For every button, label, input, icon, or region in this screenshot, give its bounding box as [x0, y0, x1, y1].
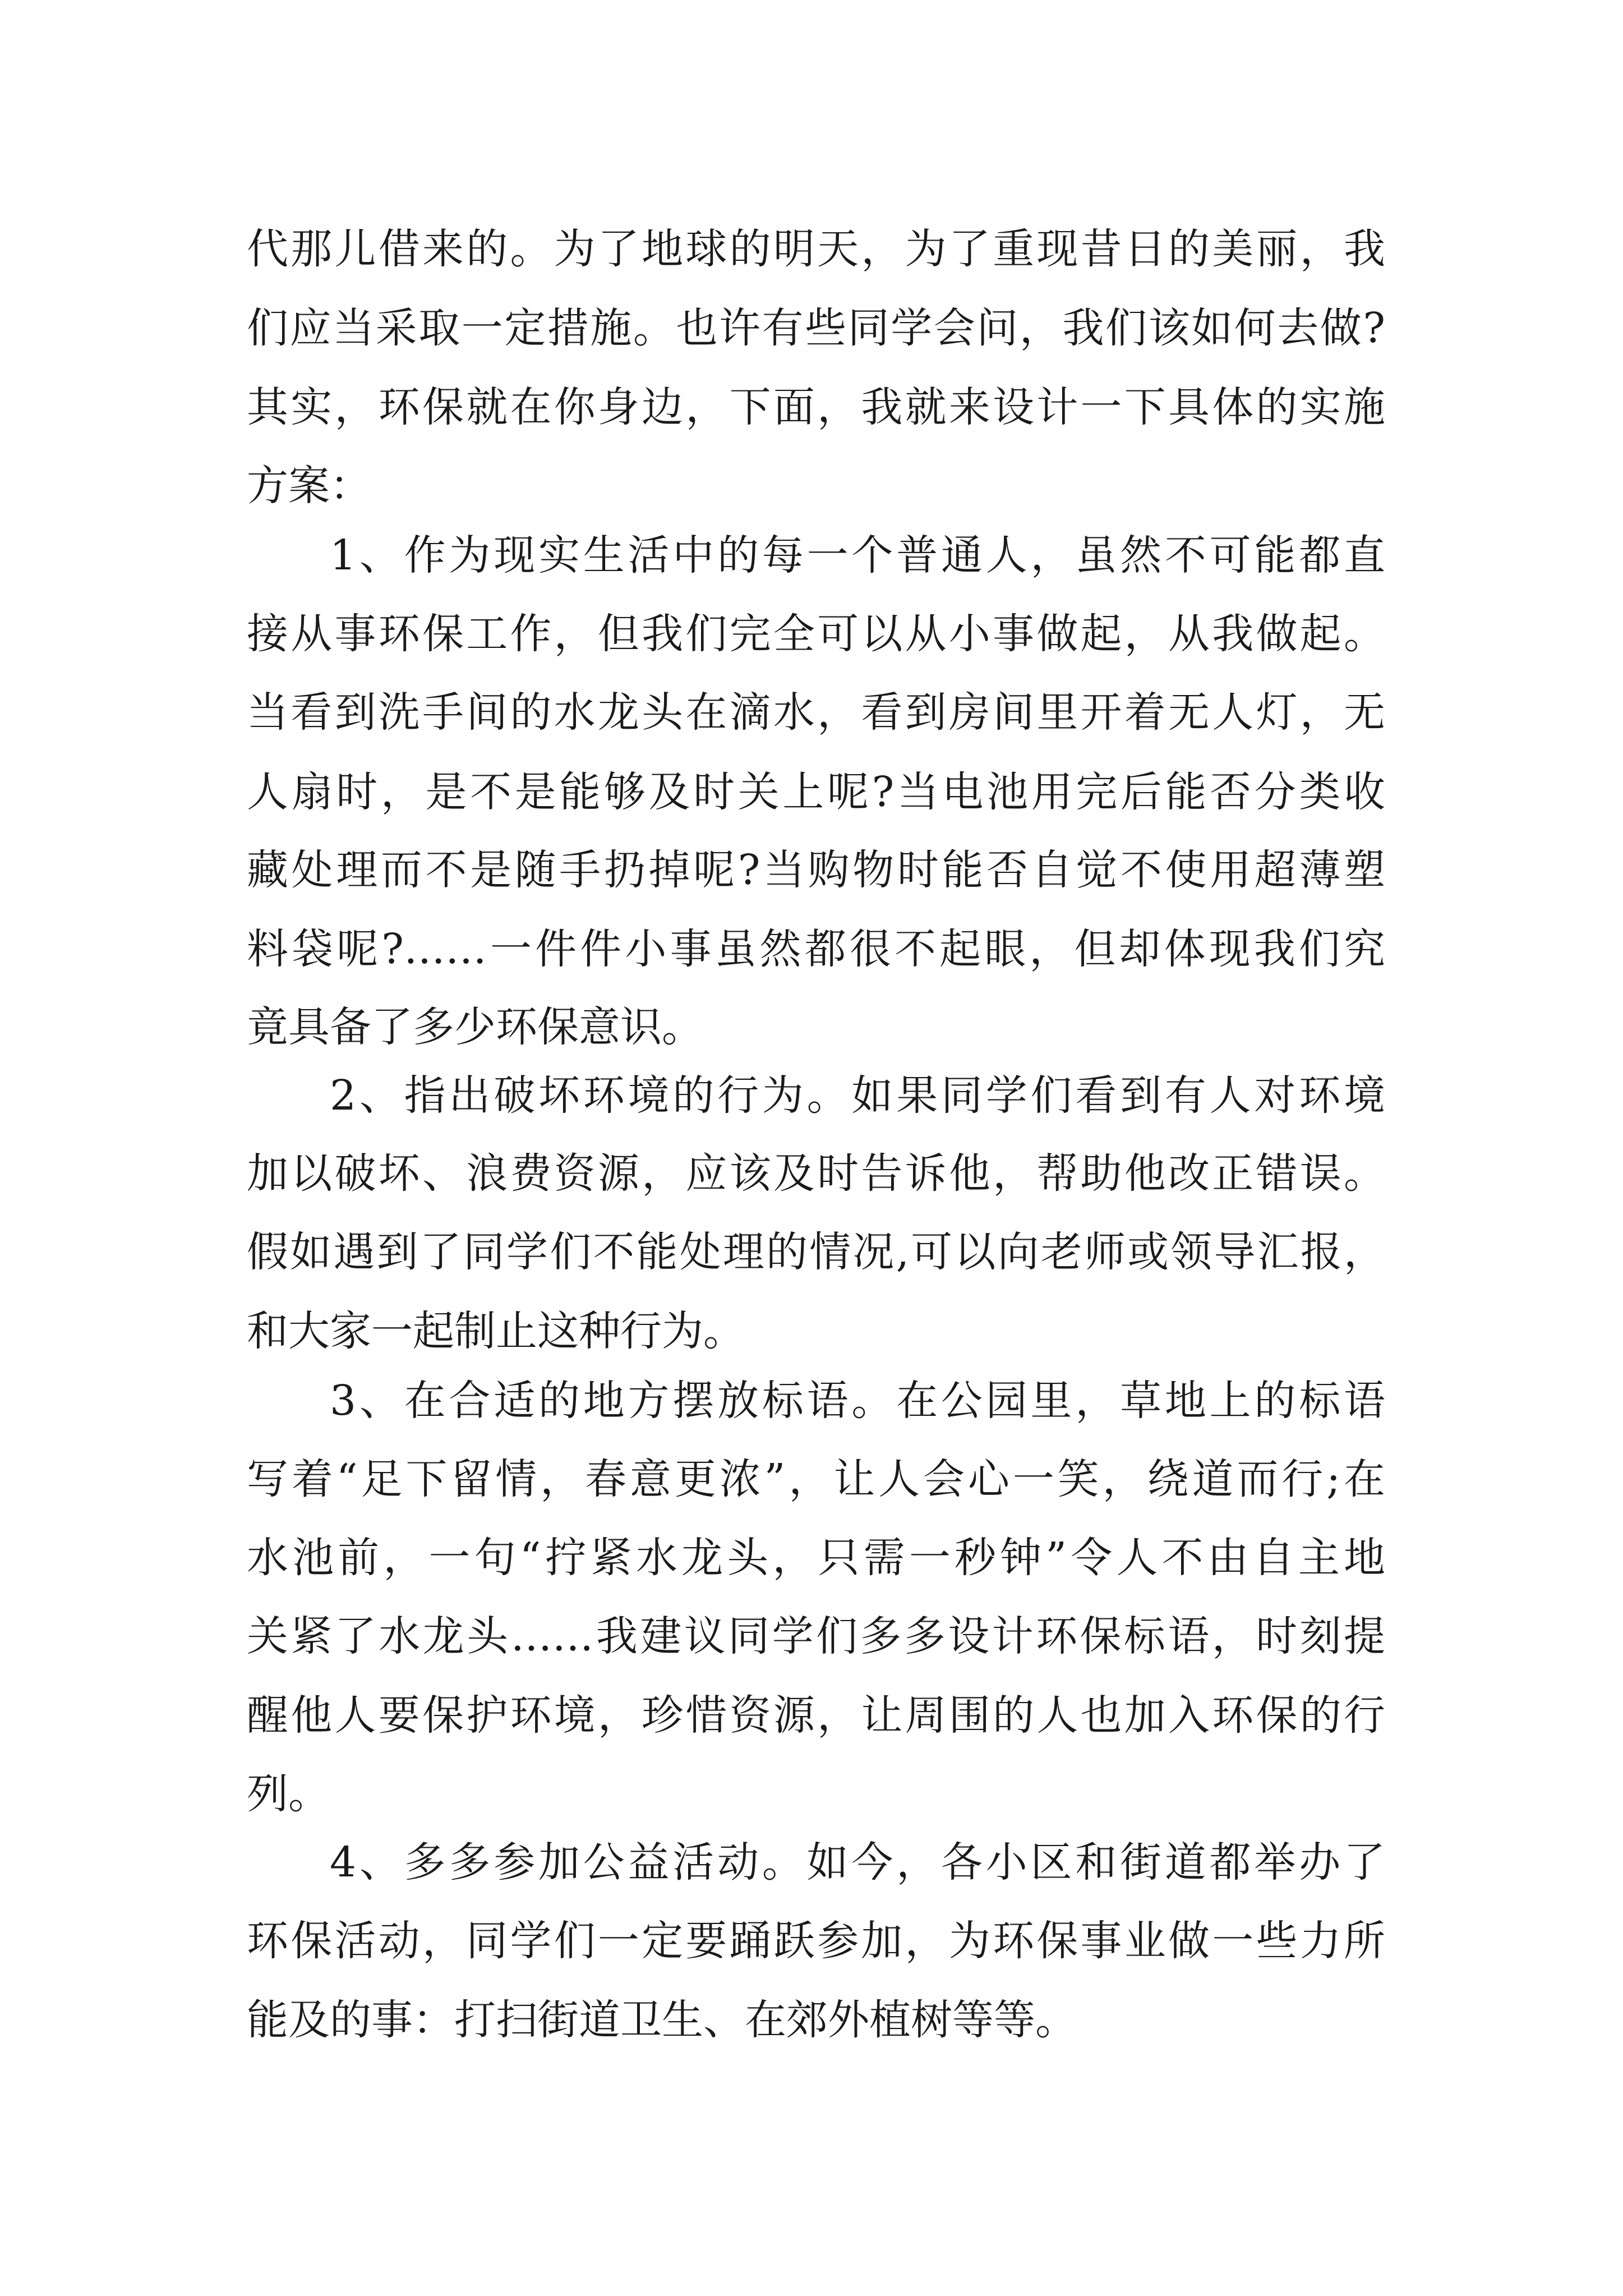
paragraph-4-first-line: 4、多多参加公益活动。如今，各小区和街道都举办了	[330, 1838, 1385, 1887]
text-line: 列。	[247, 1770, 330, 1818]
text-line: 人扇时，是不是能够及时关上呢?当电池用完后能否分类收	[247, 768, 1385, 816]
text-line: 料袋呢?……一件件小事虽然都很不起眼，但却体现我们究	[247, 925, 1385, 973]
text-line: 接从事环保工作，但我们完全可以从小事做起，从我做起。	[247, 610, 1385, 658]
text-line: 藏处理而不是随手扔掉呢?当购物时能否自觉不使用超薄塑	[247, 846, 1385, 894]
text-line: 写着“足下留情，春意更浓”，让人会心一笑，绕道而行;在	[247, 1455, 1385, 1503]
paragraph-3-first-line: 3、在合适的地方摆放标语。在公园里，草地上的标语	[330, 1377, 1385, 1425]
text-line: 水池前，一句“拧紧水龙头，只需一秒钟”令人不由自主地	[247, 1534, 1385, 1582]
text-line: 环保活动，同学们一定要踊跃参加，为环保事业做一些力所	[247, 1917, 1385, 1965]
text-line: 能及的事：打扫街道卫生、在郊外植树等等。	[247, 1996, 1077, 2044]
text-line: 当看到洗手间的水龙头在滴水，看到房间里开着无人灯，无	[247, 688, 1385, 737]
text-line: 其实，环保就在你身边，下面，我就来设计一下具体的实施	[247, 383, 1385, 431]
text-line: 方案：	[247, 462, 371, 510]
text-line: 加以破坏、浪费资源，应该及时告诉他，帮助他改正错误。	[247, 1149, 1385, 1198]
text-line: 关紧了水龙头……我建议同学们多多设计环保标语，时刻提	[247, 1612, 1385, 1660]
text-line: 竟具备了多少环保意识。	[247, 1003, 703, 1051]
paragraph-1-first-line: 1、作为现实生活中的每一个普通人，虽然不可能都直	[330, 531, 1385, 579]
text-line: 假如遇到了同学们不能处理的情况,可以向老师或领导汇报，	[247, 1228, 1385, 1276]
text-line: 代那儿借来的。为了地球的明天，为了重现昔日的美丽，我	[247, 225, 1385, 273]
text-line: 醒他人要保护环境，珍惜资源，让周围的人也加入环保的行	[247, 1691, 1385, 1740]
text-line: 们应当采取一定措施。也许有些同学会问，我们该如何去做?	[247, 304, 1385, 352]
text-line: 和大家一起制止这种行为。	[247, 1307, 745, 1355]
paragraph-2-first-line: 2、指出破坏环境的行为。如果同学们看到有人对环境	[330, 1071, 1385, 1120]
